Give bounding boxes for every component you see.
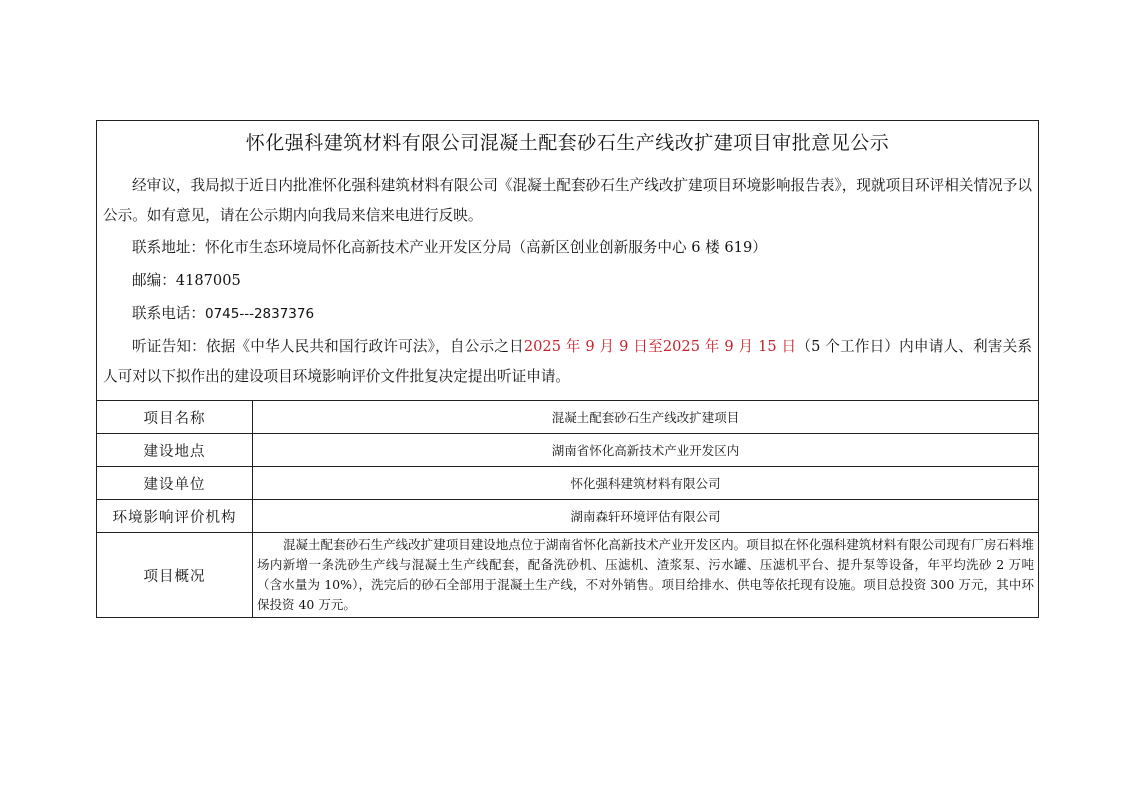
table-row [97, 434, 1038, 467]
table-row [97, 533, 1038, 618]
phone-line [103, 299, 1032, 329]
row-label: 项目概况 [97, 533, 253, 618]
table-row [97, 500, 1038, 533]
hearing-prefix: 听证告知：依据《中华人民共和国行政许可法》，自公示之日 [132, 338, 524, 355]
table-row [97, 401, 1038, 434]
hearing-start-date: 2025 年 9 月 9 日 [523, 338, 649, 355]
project-overview-text: 混凝土配套砂石生产线改扩建项目建设地点位于湖南省怀化高新技术产业开发区内。项目拟在怀化强科建筑材料有限公司现有厂房石料堆场内新增一条洗砂生产线与混凝土生产线配套，配备洗砂机、压滤机、渣浆泵、污水罐、压滤机平台、提升泵等设备，年平均洗砂 2 万吨（含水量为 10%），洗完后的砂石全部用于混凝土生产线，不对外销售。项目给排水、供电等依托现有设施。项目总投资 300 万元，其中环保投资 40 万元。 [253, 533, 1039, 618]
postcode-label: 邮编： [132, 272, 176, 289]
hearing-end-date: 2025 年 9 月 15 日 [662, 338, 797, 355]
hearing-suffix: （5 个工作日）内申请人、利害关系人可对以下拟作出的建设项目环境影响评价文件批复决定提出听证申请。 [103, 338, 1032, 385]
row-label: 项目名称 [97, 401, 253, 434]
page-title: 怀化强科建筑材料有限公司混凝土配套砂石生产线改扩建项目审批意见公示 [245, 132, 890, 154]
notice-document [96, 120, 1039, 618]
intro-paragraph: 经审议，我局拟于近日内批准怀化强科建筑材料有限公司《混凝土配套砂石生产线改扩建项目环境影响报告表》，现就项目环评相关情况予以公示。如有意见，请在公示期内向我局来信来电进行反映。 [103, 177, 1032, 224]
hearing-to: 至 [648, 338, 663, 355]
address-line [103, 233, 1032, 263]
project-info-table [97, 401, 1038, 617]
intro-section [97, 165, 1038, 401]
table-row [97, 467, 1038, 500]
phone-label: 联系电话： [132, 305, 205, 322]
row-value: 怀化强科建筑材料有限公司 [253, 467, 1039, 500]
row-label: 建设单位 [97, 467, 253, 500]
address-label: 联系地址： [132, 239, 205, 256]
row-value: 湖南森轩环境评估有限公司 [253, 500, 1039, 533]
hearing-notice [103, 332, 1032, 392]
address-value: 怀化市生态环境局怀化高新技术产业开发区分局（高新区创业创新服务中心 6 楼 619） [204, 239, 767, 256]
row-value: 混凝土配套砂石生产线改扩建项目 [551, 410, 740, 425]
row-label: 环境影响评价机构 [97, 500, 253, 533]
postcode-line [103, 266, 1032, 296]
row-label: 建设地点 [97, 434, 253, 467]
phone-value: 0745---2837376 [204, 306, 315, 322]
postcode-value: 4187005 [175, 272, 241, 289]
row-value: 湖南省怀化高新技术产业开发区内 [253, 434, 1039, 467]
